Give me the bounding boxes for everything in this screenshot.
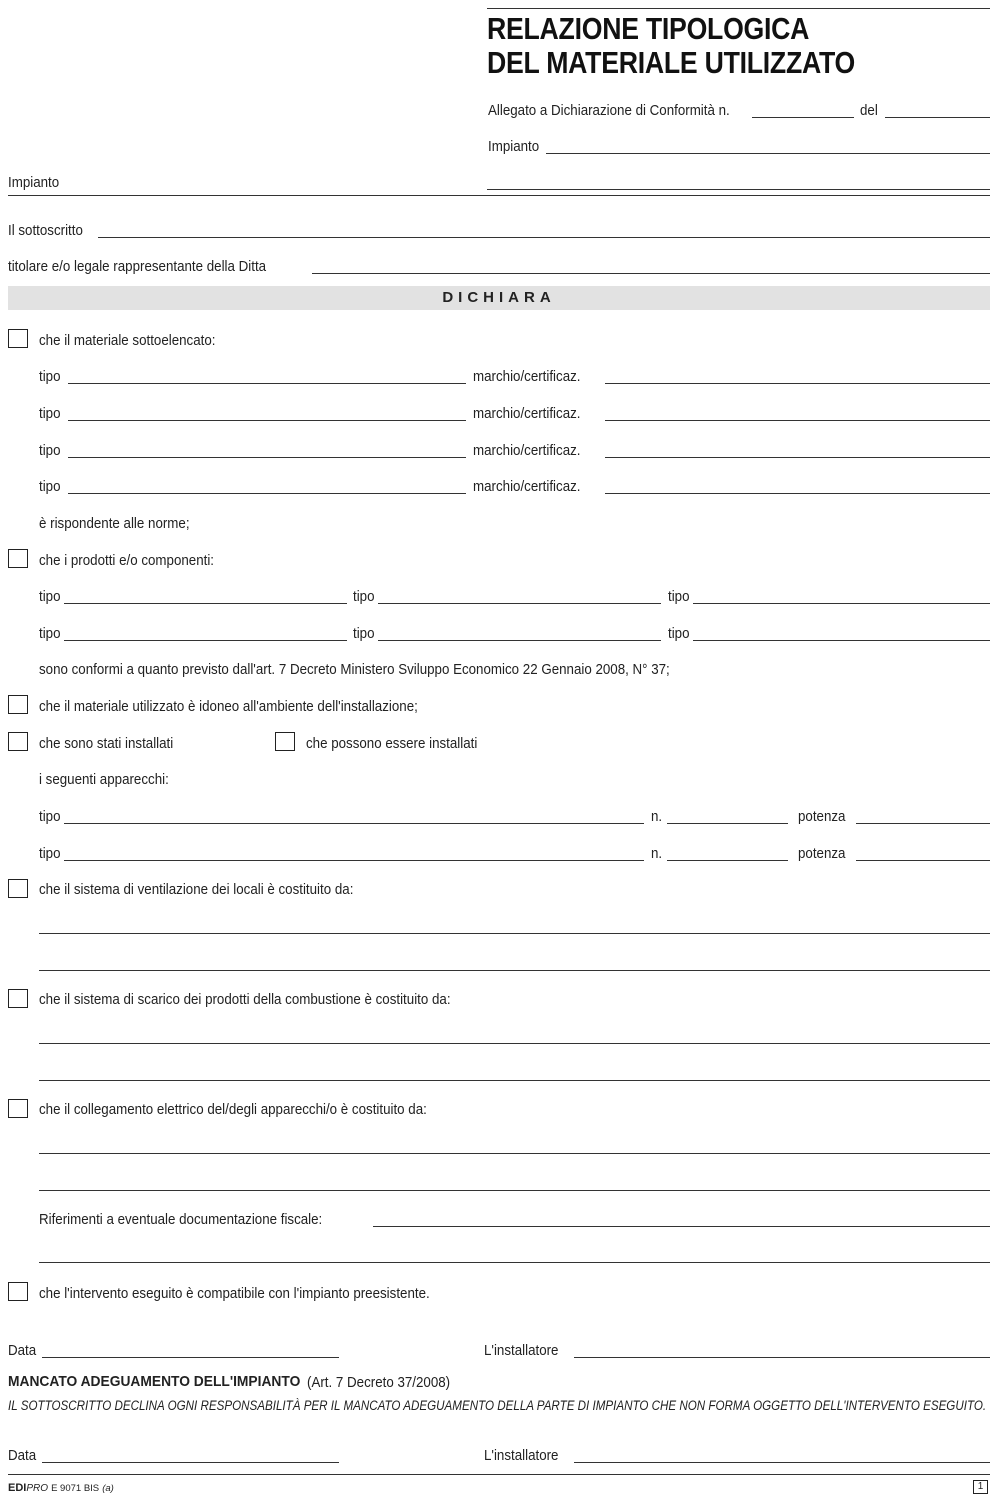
stati-installati-label: che sono stati installati (39, 736, 174, 752)
declina-text: IL SOTTOSCRITTO DECLINA OGNI RESPONSABILITÀ PER IL MANCATO ADEGUAMENTO DELLA PARTE DI IMPIANTO CHE NON FORMA OGGETTO DELL'INTERVENTO ESEGUITO. (8, 1398, 987, 1413)
n-label: n. (651, 809, 663, 825)
tipo-label: tipo (353, 589, 375, 605)
installatore-field[interactable] (574, 1462, 990, 1463)
checkbox-scarico[interactable] (8, 989, 28, 1008)
checkbox-compatibile[interactable] (8, 1282, 28, 1301)
footer-rule (8, 1474, 990, 1475)
conformi-label: sono conformi a quanto previsto dall'art. 7 Decreto Ministero Sviluppo Economico 22 Gennaio 2008, N° 37; (39, 662, 670, 678)
form-code: E 9071 BIS (51, 1483, 100, 1494)
tipo-field[interactable] (378, 640, 661, 641)
tipo-label: tipo (668, 626, 690, 642)
installatore-label: L'installatore (484, 1448, 559, 1464)
tipo-label: tipo (39, 846, 61, 862)
riferimenti-label: Riferimenti a eventuale documentazione fiscale: (39, 1212, 323, 1228)
tipo-label: tipo (39, 479, 61, 495)
checkbox-ventilazione[interactable] (8, 879, 28, 898)
marchio-label: marchio/certificaz. (473, 479, 581, 495)
impianto-left-rule (8, 195, 990, 196)
tipo-label: tipo (39, 369, 61, 385)
mancato-ref: (Art. 7 Decreto 37/2008) (307, 1375, 451, 1391)
brand-bold: EDI (8, 1482, 27, 1494)
tipo-field[interactable] (68, 420, 466, 421)
possono-installati-label: che possono essere installati (306, 736, 478, 752)
tipo-label: tipo (668, 589, 690, 605)
tipo-field[interactable] (64, 860, 644, 861)
tipo-label: tipo (39, 443, 61, 459)
installatore-label: L'installatore (484, 1343, 559, 1359)
data-field[interactable] (42, 1357, 339, 1358)
sottoscritto-field[interactable] (98, 237, 990, 238)
riferimenti-field-1[interactable] (373, 1226, 990, 1227)
ventilazione-label: che il sistema di ventilazione dei locali è costituito da: (39, 882, 354, 898)
tipo-field[interactable] (693, 640, 990, 641)
prodotti-label: che i prodotti e/o componenti: (39, 553, 215, 569)
tipo-label: tipo (353, 626, 375, 642)
marchio-field[interactable] (605, 383, 990, 384)
tipo-field[interactable] (64, 603, 347, 604)
dichiara-heading: DICHIARA (442, 289, 556, 306)
scarico-field-1[interactable] (39, 1043, 990, 1044)
tipo-label: tipo (39, 589, 61, 605)
tipo-field[interactable] (68, 383, 466, 384)
tipo-field[interactable] (68, 457, 466, 458)
tipo-label: tipo (39, 626, 61, 642)
dichiara-band (8, 286, 990, 310)
potenza-label: potenza (798, 809, 846, 825)
marchio-field[interactable] (605, 493, 990, 494)
checkbox-collegamento[interactable] (8, 1099, 28, 1118)
marchio-field[interactable] (605, 420, 990, 421)
tipo-field[interactable] (378, 603, 661, 604)
form-code-suffix: (a) (102, 1483, 114, 1494)
tipo-field[interactable] (64, 823, 644, 824)
data-field[interactable] (42, 1462, 339, 1463)
page-number: 1 (977, 1481, 984, 1492)
marchio-label: marchio/certificaz. (473, 406, 581, 422)
sottoscritto-label: Il sottoscritto (8, 223, 83, 239)
data-label: Data (8, 1448, 37, 1464)
footer-brand (8, 1481, 114, 1496)
titolare-label: titolare e/o legale rappresentante della Ditta (8, 259, 267, 275)
compatibile-label: che l'intervento eseguito è compatibile con l'impianto preesistente. (39, 1286, 430, 1302)
marchio-label: marchio/certificaz. (473, 369, 581, 385)
n-field[interactable] (667, 860, 788, 861)
impianto-right-field-2[interactable] (487, 189, 990, 190)
impianto-left-label: Impianto (8, 175, 60, 191)
collegamento-field-2[interactable] (39, 1190, 990, 1191)
impianto-right-label: Impianto (488, 139, 540, 155)
potenza-label: potenza (798, 846, 846, 862)
allegato-number-field[interactable] (752, 117, 854, 118)
tipo-field[interactable] (68, 493, 466, 494)
collegamento-label: che il collegamento elettrico del/degli apparecchi/o è costituito da: (39, 1102, 427, 1118)
del-label: del (860, 103, 878, 119)
scarico-label: che il sistema di scarico dei prodotti della combustione è costituito da: (39, 992, 451, 1008)
checkbox-possono-installati[interactable] (275, 732, 295, 751)
installatore-field[interactable] (574, 1357, 990, 1358)
tipo-label: tipo (39, 406, 61, 422)
tipo-field[interactable] (693, 603, 990, 604)
impianto-right-field[interactable] (546, 153, 990, 154)
ditta-field[interactable] (312, 273, 990, 274)
potenza-field[interactable] (856, 860, 990, 861)
collegamento-field-1[interactable] (39, 1153, 990, 1154)
checkbox-prodotti[interactable] (8, 549, 28, 568)
document-title-line1: RELAZIONE TIPOLOGICA (487, 11, 810, 46)
ventilazione-field-2[interactable] (39, 970, 990, 971)
marchio-field[interactable] (605, 457, 990, 458)
rispondente-label: è rispondente alle norme; (39, 516, 190, 532)
riferimenti-field-2[interactable] (39, 1262, 990, 1263)
seguenti-apparecchi-label: i seguenti apparecchi: (39, 772, 169, 788)
tipo-field[interactable] (64, 640, 347, 641)
checkbox-materiale[interactable] (8, 329, 28, 348)
mancato-title: MANCATO ADEGUAMENTO DELL'IMPIANTO (8, 1373, 301, 1390)
page-number-box (973, 1480, 988, 1494)
brand-italic: PRO (26, 1483, 49, 1494)
idoneo-label: che il materiale utilizzato è idoneo all'ambiente dell'installazione; (39, 699, 418, 715)
n-field[interactable] (667, 823, 788, 824)
top-rule (487, 8, 990, 9)
ventilazione-field-1[interactable] (39, 933, 990, 934)
checkbox-idoneo[interactable] (8, 695, 28, 714)
allegato-date-field[interactable] (885, 117, 990, 118)
scarico-field-2[interactable] (39, 1080, 990, 1081)
document-title-line2: DEL MATERIALE UTILIZZATO (487, 45, 856, 80)
checkbox-stati-installati[interactable] (8, 732, 28, 751)
allegato-label: Allegato a Dichiarazione di Conformità n. (488, 103, 730, 119)
n-label: n. (651, 846, 663, 862)
materiale-label: che il materiale sottoelencato: (39, 333, 216, 349)
marchio-label: marchio/certificaz. (473, 443, 581, 459)
potenza-field[interactable] (856, 823, 990, 824)
tipo-label: tipo (39, 809, 61, 825)
data-label: Data (8, 1343, 37, 1359)
